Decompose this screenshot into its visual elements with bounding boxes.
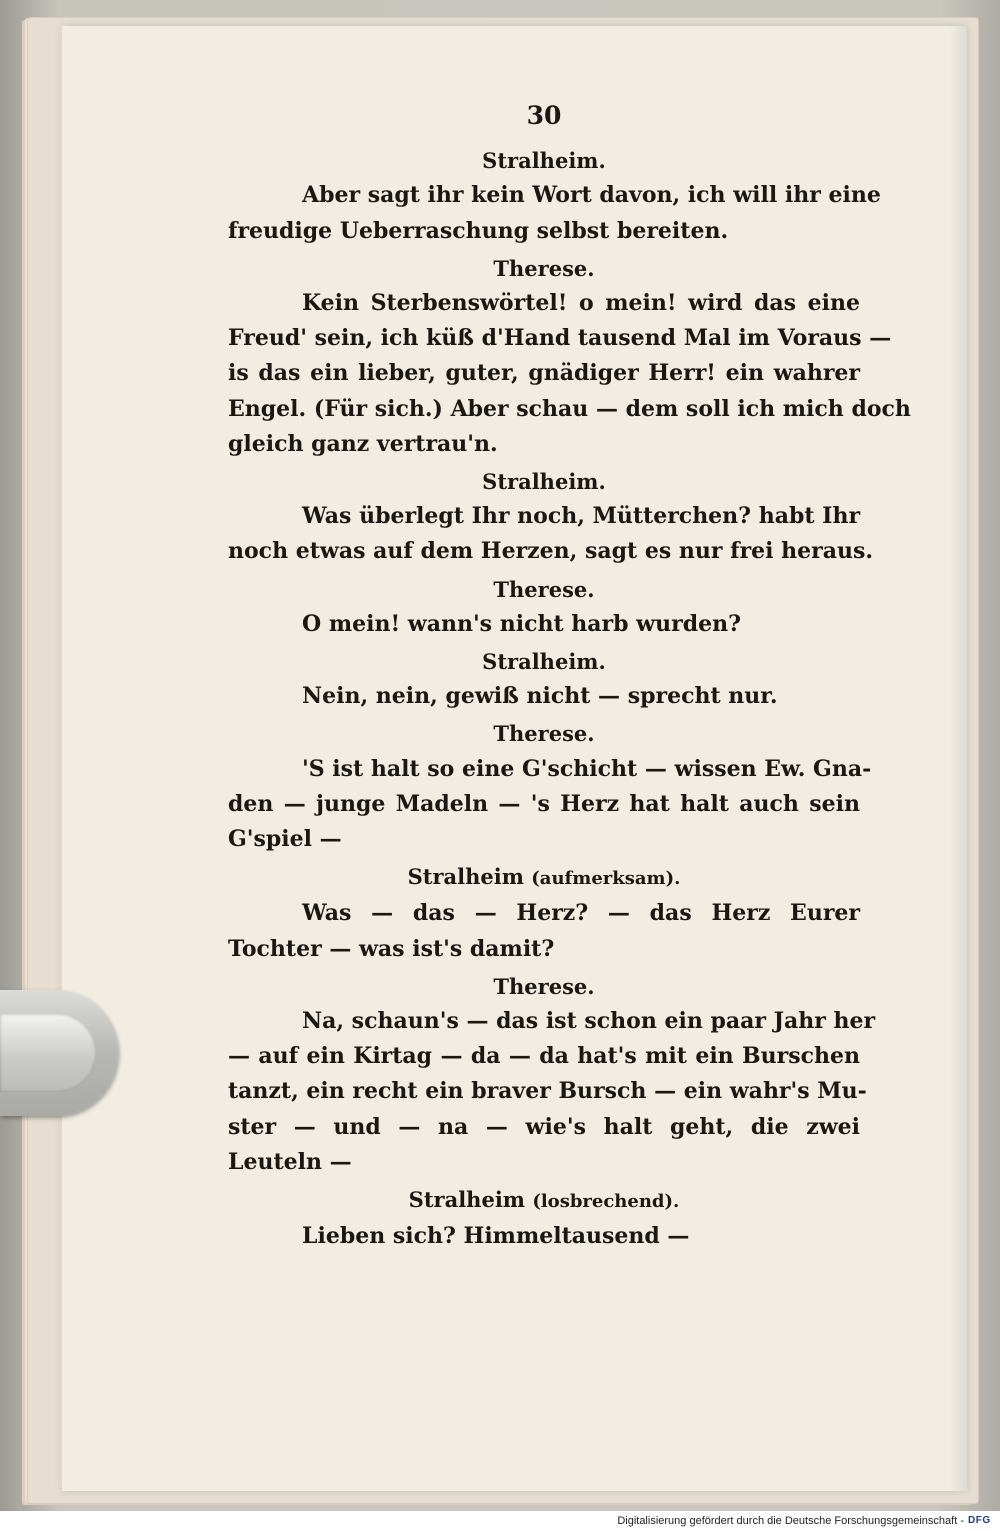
text-line: freudige Ueberraschung selbst bereiten.	[228, 217, 729, 244]
dfg-logo-icon: DFG	[968, 1515, 991, 1526]
speaker-name: Therese.	[493, 255, 595, 281]
speaker-name: Stralheim	[407, 864, 524, 890]
text-line: Lieben sich? Himmeltausend —	[302, 1223, 690, 1250]
text-line: — auf ein Kirtag — da — da hat's mit ein Burschen	[228, 1043, 860, 1070]
speaker-heading	[228, 859, 860, 896]
page-number: 30	[526, 101, 562, 130]
text-line: Freud' sein, ich küß d'Hand tausend Mal im Voraus —	[228, 325, 892, 352]
text-line: Na, schaun's — das ist schon ein paar Jahr her	[302, 1008, 876, 1035]
text-line: Tochter — was ist's damit?	[228, 935, 555, 962]
stage-direction: (aufmerksam).	[531, 868, 681, 890]
speaker-name: Stralheim.	[482, 469, 606, 495]
text-line: ster — und — na — wie's halt geht, die zwei	[228, 1113, 860, 1140]
speaker-name: Stralheim.	[482, 649, 606, 675]
speaker-heading	[228, 251, 860, 286]
text-lines	[228, 143, 911, 1254]
text-line: Engel. (Für sich.) Aber schau — dem soll ich mich doch	[228, 395, 911, 422]
speaker-heading	[228, 969, 860, 1004]
text-line: Was — das — Herz? — das Herz Eurer	[302, 900, 860, 927]
text-line: G'spiel —	[228, 826, 342, 853]
binder-clip-highlight	[0, 1014, 96, 1092]
speaker-heading	[228, 143, 860, 178]
text-line: 'S ist halt so eine G'schicht — wissen Ew. Gna-	[302, 755, 872, 782]
speaker-heading	[228, 716, 860, 751]
speaker-name: Therese.	[493, 576, 595, 602]
speaker-heading	[228, 1182, 860, 1219]
text-line: O mein! wann's nicht harb wurden?	[302, 610, 741, 637]
speaker-name: Therese.	[493, 973, 595, 999]
text-line: gleich ganz vertrau'n.	[228, 430, 498, 457]
digitization-footer	[0, 1511, 1000, 1531]
speaker-name: Therese.	[493, 721, 595, 747]
text-line: Aber sagt ihr kein Wort davon, ich will ihr eine	[302, 182, 881, 209]
speaker-heading	[228, 572, 860, 607]
speaker-heading	[228, 464, 860, 499]
text-line: Nein, nein, gewiß nicht — sprecht nur.	[302, 683, 778, 710]
text-line: noch etwas auf dem Herzen, sagt es nur frei heraus.	[228, 538, 874, 565]
text-line: is das ein lieber, guter, gnädiger Herr! ein wahrer	[228, 360, 860, 387]
page-text	[228, 98, 911, 1255]
text-line: Leuteln —	[228, 1148, 352, 1175]
page-gutter-shade	[949, 26, 967, 1491]
text-line: Kein Sterbenswörtel! o mein! wird das eine	[302, 290, 860, 317]
text-line: Was überlegt Ihr noch, Mütterchen? habt Ihr	[302, 503, 861, 530]
text-line: tanzt, ein recht ein braver Bursch — ein wahr's Mu-	[228, 1078, 867, 1105]
footer-credit: Digitalisierung gefördert durch die Deutsche Forschungsgemeinschaft -	[617, 1515, 964, 1527]
speaker-heading	[228, 644, 860, 679]
speaker-name: Stralheim	[408, 1187, 526, 1213]
stage-direction: (losbrechend).	[532, 1191, 680, 1213]
text-line: den — junge Madeln — 's Herz hat halt auch sein	[228, 790, 860, 817]
speaker-name: Stralheim.	[482, 148, 606, 174]
